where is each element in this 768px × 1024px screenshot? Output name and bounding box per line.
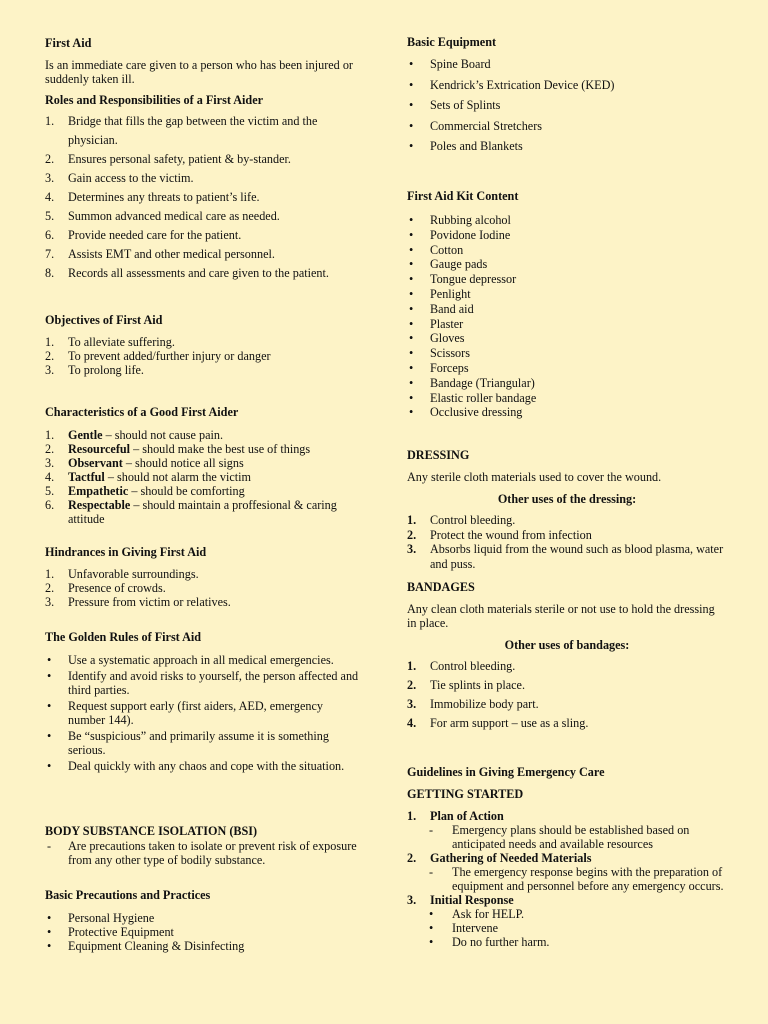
list-item: • Kendrick’s Extrication Device (KED) (409, 77, 615, 92)
guidelines-steps (407, 809, 727, 949)
guidelines-section (407, 765, 727, 949)
list-item: 2. Resourceful – should make the best use of things (45, 442, 311, 456)
first-aid-section (45, 36, 360, 86)
step-item: 3. Initial Response • Ask for HELP. • Intervene • Do no further harm. (407, 893, 727, 949)
list-item: • Forceps (409, 360, 469, 375)
step-item: 1. Plan of Action - Emergency plans should be established based on anticipated needs and available resources (407, 809, 727, 851)
step-detail: • Ask for HELP. (429, 907, 525, 921)
list-item: 2. To prevent added/further injury or danger (45, 349, 271, 363)
list-item: 3. Gain access to the victim. (45, 171, 194, 185)
list-item: 7. Assists EMT and other medical personnel. (45, 247, 275, 261)
characteristics-section (45, 405, 360, 526)
hindrances-list (45, 567, 360, 609)
list-item: • Sets of Splints (409, 98, 501, 112)
list-item: • Bandage (Triangular) (409, 375, 535, 390)
kit-list (407, 213, 727, 420)
list-item: 3. Absorbs liquid from the wound such as blood plasma, water and puss. (407, 542, 724, 572)
list-item: 3. Observant – should notice all signs (45, 456, 244, 470)
list-item: • Gauge pads (409, 257, 488, 272)
list-item: 8. Records all assessments and care given to the patient. (45, 266, 329, 280)
bandages-text: Any clean cloth materials sterile or not use to hold the dressing in place. (407, 602, 715, 630)
bsi-section (45, 824, 360, 867)
precautions-list (45, 911, 360, 953)
dressing-subtitle: Other uses of the dressing: (497, 492, 637, 506)
bandages-list (407, 657, 727, 733)
hindrances-section (45, 545, 360, 609)
bandages-title: BANDAGES (407, 580, 475, 594)
golden-rules-section (45, 630, 360, 773)
list-item: • Deal quickly with any chaos and cope with the situation. (47, 759, 345, 773)
list-item: • Povidone Iodine (409, 227, 511, 242)
list-item: • Identify and avoid risks to yourself, the person affected and third parties. (47, 669, 359, 697)
kit-section (407, 189, 727, 420)
step-detail: - Emergency plans should be established based on anticipated needs and available resources (429, 823, 690, 851)
list-item: • Penlight (409, 286, 471, 301)
list-item: • Personal Hygiene (47, 911, 155, 925)
guidelines-title: Guidelines in Giving Emergency Care (407, 765, 605, 779)
list-item: • Scissors (409, 346, 470, 361)
list-item: 1. Control bleeding. (407, 659, 516, 673)
dressing-text: Any sterile cloth materials used to cover the wound. (407, 470, 662, 484)
step-detail: • Do no further harm. (429, 935, 550, 949)
list-item: • Spine Board (409, 57, 491, 71)
roles-title: Roles and Responsibilities of a First Aider (45, 93, 264, 107)
characteristics-title: Characteristics of a Good First Aider (45, 405, 239, 419)
list-item: 1. Control bleeding. (407, 513, 516, 527)
list-item: • Request support early (first aiders, AED, emergency number 144). (47, 699, 323, 727)
dressing-list (407, 513, 727, 572)
list-item: 4. Tactful – should not alarm the victim (45, 470, 252, 484)
list-item: • Rubbing alcohol (409, 213, 511, 227)
golden-rules-title: The Golden Rules of First Aid (45, 630, 202, 644)
equipment-list (407, 54, 727, 157)
list-item: 4. For arm support – use as a sling. (407, 716, 589, 730)
roles-list (45, 112, 360, 283)
list-item: 4. Determines any threats to patient’s life. (45, 190, 260, 204)
list-item: 2. Protect the wound from infection (407, 527, 592, 542)
list-item: 3. Pressure from victim or relatives. (45, 595, 231, 609)
dressing-title: DRESSING (407, 448, 470, 462)
step-item: 2. Gathering of Needed Materials - The emergency response begins with the preparation of equipment and personnel before any emergency occurs. (407, 851, 727, 893)
first-aid-title: First Aid (45, 36, 92, 50)
bsi-text: - Are precautions taken to isolate or prevent risk of exposure from any other type of bodily substance. (47, 839, 357, 867)
objectives-list (45, 335, 360, 377)
list-item: • Band aid (409, 301, 474, 316)
list-item: • Commercial Stretchers (409, 118, 543, 133)
list-item: • Gloves (409, 331, 465, 346)
golden-rules-list (45, 653, 360, 773)
list-item: 6. Provide needed care for the patient. (45, 228, 242, 242)
list-item: 5. Summon advanced medical care as needed. (45, 209, 280, 223)
step-detail: • Intervene (429, 921, 499, 935)
step-detail: - The emergency response begins with the preparation of equipment and personnel before any emergency occurs. (429, 865, 724, 893)
equipment-section (407, 35, 727, 157)
step-title: Plan of Action (430, 809, 504, 823)
list-item: • Use a systematic approach in all medical emergencies. (47, 653, 334, 667)
objectives-section (45, 313, 360, 377)
list-item: 5. Empathetic – should be comforting (45, 484, 245, 498)
list-item: 3. To prolong life. (45, 363, 144, 377)
getting-started-title: GETTING STARTED (407, 787, 524, 801)
list-item: 2. Tie splints in place. (407, 678, 526, 692)
equipment-title: Basic Equipment (407, 35, 497, 49)
list-item: • Tongue depressor (409, 272, 517, 287)
list-item: 1. Gentle – should not cause pain. (45, 428, 224, 442)
list-item: • Equipment Cleaning & Disinfecting (47, 939, 245, 953)
list-item: • Elastic roller bandage (409, 390, 537, 405)
list-item: 2. Presence of crowds. (45, 581, 166, 595)
hindrances-title: Hindrances in Giving First Aid (45, 545, 207, 559)
list-item: 1. To alleviate suffering. (45, 335, 175, 349)
list-item: 1. Unfavorable surroundings. (45, 567, 199, 581)
list-item: • Occlusive dressing (409, 405, 523, 420)
list-item: • Cotton (409, 242, 464, 257)
list-item: 6. Respectable – should maintain a proffesional & caring attitude (45, 498, 337, 526)
list-item: 1. Bridge that fills the gap between the victim and the physician. (45, 114, 318, 147)
roles-section (45, 93, 360, 283)
precautions-title: Basic Precautions and Practices (45, 888, 211, 902)
list-item: • Protective Equipment (47, 925, 174, 939)
bandages-section (407, 580, 727, 733)
list-item: • Plaster (409, 316, 464, 331)
characteristics-list (45, 428, 360, 526)
list-item: 2. Ensures personal safety, patient & by-stander. (45, 152, 291, 166)
step-title: Initial Response (430, 893, 514, 907)
kit-title: First Aid Kit Content (407, 189, 519, 203)
list-item: • Poles and Blankets (409, 139, 523, 153)
dressing-section (407, 448, 727, 572)
first-aid-text: Is an immediate care given to a person who has been injured or suddenly taken ill. (45, 58, 353, 86)
list-item: • Be “suspicious” and primarily assume it is something serious. (47, 729, 329, 757)
step-title: Gathering of Needed Materials (430, 851, 592, 865)
bsi-title: BODY SUBSTANCE ISOLATION (BSI) (45, 824, 258, 838)
bandages-subtitle: Other uses of bandages: (504, 638, 630, 652)
objectives-title: Objectives of First Aid (45, 313, 163, 327)
list-item: 3. Immobilize body part. (407, 697, 539, 711)
precautions-section (45, 888, 360, 953)
